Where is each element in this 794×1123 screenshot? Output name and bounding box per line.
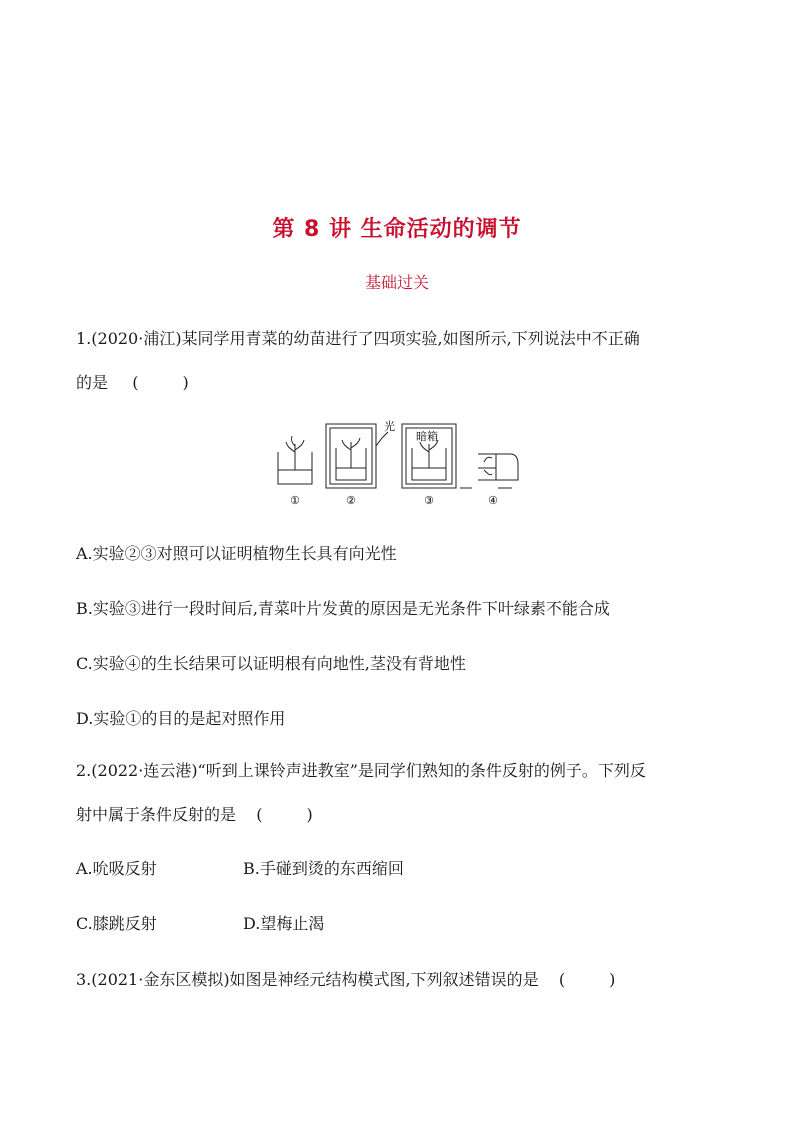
q1-experiment-figure bbox=[272, 418, 532, 510]
q1-option-b: B.实验③进行一段时间后,青菜叶片发黄的原因是无光条件下叶绿素不能合成 bbox=[76, 599, 610, 618]
q2-stem-text: 射中属于条件反射的是 bbox=[76, 805, 237, 824]
q3-stem bbox=[76, 967, 615, 990]
q1-stem-line2 bbox=[76, 370, 189, 393]
q1-stem-text: 的是 bbox=[76, 373, 109, 392]
q3-answer-bracket-open: ( bbox=[558, 970, 566, 989]
q2-answer-bracket-open: ( bbox=[256, 805, 263, 824]
q1-answer-bracket-open: ( bbox=[132, 373, 139, 392]
q2-stem-line1: 2.(2022·连云港)“听到上课铃声进教室”是同学们熟知的条件反射的例子。下列反 bbox=[76, 761, 646, 780]
q2-answer-bracket-close: ) bbox=[306, 805, 313, 824]
q3-stem-text: 3.(2021·金东区模拟)如图是神经元结构模式图,下列叙述错误的是 bbox=[76, 970, 539, 989]
figure-label-3: ③ bbox=[424, 494, 434, 507]
q1-option-d: D.实验①的目的是起对照作用 bbox=[76, 709, 286, 728]
figure-label-1: ① bbox=[290, 494, 300, 507]
q2-stem-line2 bbox=[76, 802, 313, 825]
q2-option-a: A.吮吸反射 bbox=[76, 859, 157, 878]
figure-label-2: ② bbox=[346, 494, 356, 507]
figure-darkbox-label: 暗箱 bbox=[416, 430, 438, 443]
q1-option-c: C.实验④的生长结果可以证明根有向地性,茎没有背地性 bbox=[76, 654, 466, 673]
figure-light-label: 光 bbox=[384, 420, 395, 433]
section-heading: 基础过关 bbox=[364, 273, 429, 292]
q2-option-b: B.手碰到烫的东西缩回 bbox=[243, 859, 404, 878]
page-title: 第 8 讲 生命活动的调节 bbox=[272, 217, 522, 242]
q1-answer-bracket-close: ) bbox=[182, 373, 189, 392]
q3-answer-bracket-close: ) bbox=[609, 970, 616, 989]
q2-option-d: D.望梅止渴 bbox=[243, 914, 325, 933]
q1-stem-line1: 1.(2020·浦江)某同学用青菜的幼苗进行了四项实验,如图所示,下列说法中不正确 bbox=[76, 329, 640, 348]
q1-option-a: A.实验②③对照可以证明植物生长具有向光性 bbox=[76, 544, 397, 563]
experiment-diagram bbox=[272, 418, 532, 510]
figure-label-4: ④ bbox=[488, 494, 498, 507]
q2-option-c: C.膝跳反射 bbox=[76, 914, 157, 933]
